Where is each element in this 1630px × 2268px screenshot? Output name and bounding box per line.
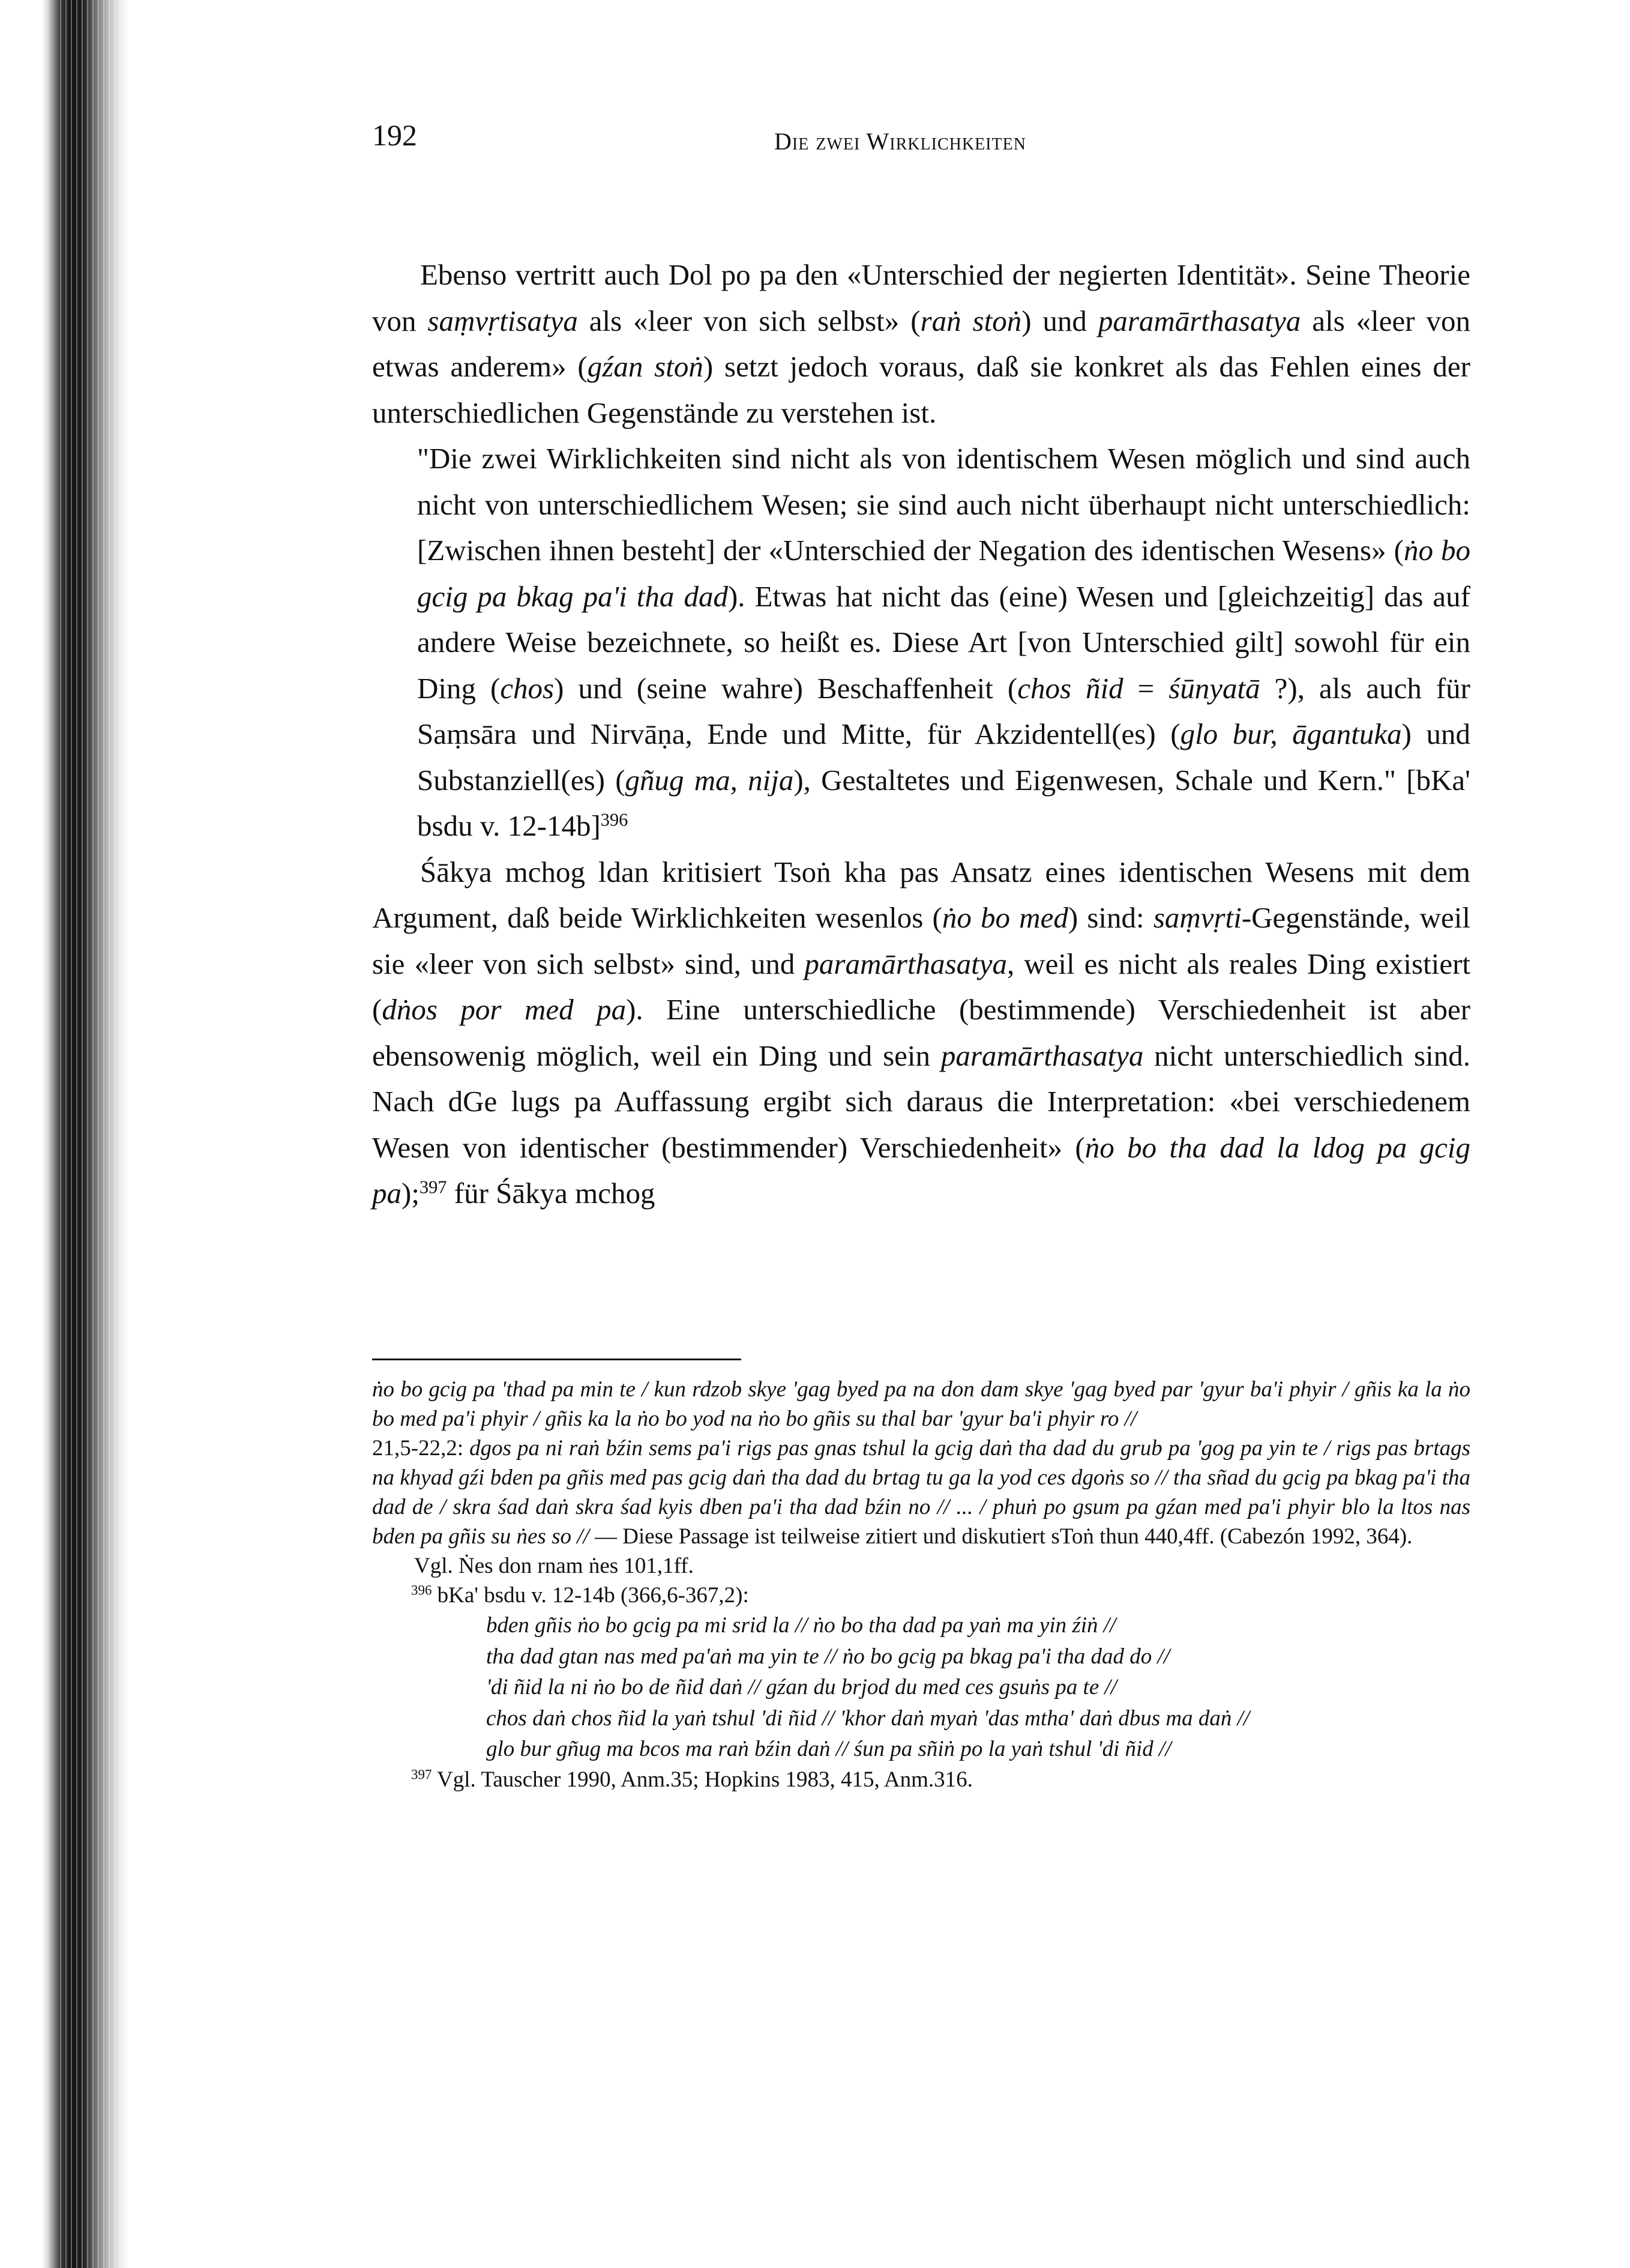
paragraph-1: Ebenso vertritt auch Dol po pa den «Unterschied der negierten Identität». Seine Theorie von saṃvṛtisatya als «leer von sich selbst» (raṅ stoṅ) und paramārthasatya als «leer von etwas anderem» (gźan stoṅ) setzt jedoch voraus, daß sie konkret als das Fehlen eines der unterschiedlichen Gegenstände zu verstehen ist. — [372, 258, 1471, 429]
main-text — [372, 252, 1470, 1217]
footnote-continuation-1: ṅo bo gcig pa 'thad pa min te / kun rdzob skye 'gag byed pa na don dam skye 'gag byed par 'gyur ba'i phyir / gñis ka la ṅo bo med pa'i phyir / gñis ka la ṅo bo yod na ṅo bo gñis su thal bar 'gyur ba'i phyir ro // — [372, 1377, 1470, 1431]
verse-line: 'di ñid la ni ṅo bo de ñid daṅ // gźan du brjod du med ces gsuṅs pa te // — [486, 1675, 1117, 1699]
footnote-continuation-3: Vgl. Ṅes don rnam ṅes 101,1ff. — [414, 1554, 694, 1578]
footnote-ref-397[interactable]: 397 — [419, 1177, 447, 1198]
verse-line: tha dad gtan nas med pa'aṅ ma yin te // ṅo bo gcig pa bkag pa'i tha dad do // — [486, 1644, 1170, 1669]
verse-line: chos daṅ chos ñid la yaṅ tshul 'di ñid // 'khor daṅ myaṅ 'das mtha' daṅ dbus ma daṅ // — [486, 1706, 1250, 1731]
block-quote: "Die zwei Wirklichkeiten sind nicht als von identischem Wesen möglich und sind auch nicht von unterschiedlichem Wesen; sie sind auch nicht überhaupt nicht unterschiedlich: [Zwischen ihnen besteht] der «Unterschied der Negation des identischen Wesens» (ṅo bo gcig pa bkag pa'i tha dad). Etwas hat nicht das (eine) Wesen und [gleichzeitig] das auf andere Weise bezeichnete, so heißt es. Diese Art [von Unterschied gilt] sowohl für ein Ding (chos) und (seine wahre) Beschaffenheit (chos ñid = śūnyatā ?), als auch für Saṃsāra und Nirvāṇa, Ende und Mitte, für Akzidentell(es) (glo bur, āgantuka) und Substanziell(es) (gñug ma, nija), Gestaltetes und Eigenwesen, Schale und Kern." [bKa' bsdu v. 12-14b]$^{396}$ — [417, 442, 1471, 842]
verse-line: bden gñis ṅo bo gcig pa mi srid la // ṅo bo tha dad pa yaṅ ma yin źiṅ // — [486, 1613, 1116, 1638]
footnote-396-verses — [486, 1610, 1470, 1765]
footnotes — [372, 1375, 1470, 1794]
page-number: 192 — [372, 118, 417, 152]
footnote-number: 397 — [411, 1766, 432, 1782]
verse-line: glo bur gñug ma bcos ma raṅ bźin daṅ // śun pa sñiṅ po la yaṅ tshul 'di ñid // — [486, 1737, 1171, 1761]
footnote-ref-396[interactable]: 396 — [600, 809, 628, 830]
footnote-number: 396 — [411, 1582, 432, 1598]
footnote-397: $^{397}$ Vgl. Tauscher 1990, Anm.35; Hopkins 1983, 415, Anm.316. — [411, 1766, 973, 1792]
footnote-continuation-2: 21,5-22,2: dgos pa ni raṅ bźin sems pa'i rigs pas gnas tshul la gcig daṅ tha dad du grub pa 'gog pa yin te / rigs pas brtags na khyad gźi bden pa gñis med pas gcig daṅ tha dad du brtag tu ga la yod ces dgoṅs so // tha sñad du gcig pa bkag pa'i tha dad de / skra śad daṅ skra śad kyis dben pa'i tha dad bźin no // ... / phuṅ po gsum pa gźan med pa'i phyir blo la ltos nas bden pa gñis su ṅes so // — Diese Passage ist teilweise zitiert und diskutiert sToṅ thun 440,4ff. (Cabezón 1992, 364). — [372, 1436, 1470, 1549]
footnote-separator — [372, 1359, 741, 1360]
footnote-396: $^{396}$ bKa' bsdu v. 12-14b (366,6-367,2): — [411, 1582, 749, 1608]
running-head: Die zwei Wirklichkeiten — [774, 128, 1026, 155]
paragraph-2: Śākya mchog ldan kritisiert Tsoṅ kha pas Ansatz eines identischen Wesens mit dem Argument, daß beide Wirklichkeiten wesenlos (ṅo bo med) sind: saṃvṛti-Gegenstände, weil sie «leer von sich selbst» sind, und paramārthasatya, weil es nicht als reales Ding existiert (dṅos por med pa). Eine unterschiedliche (bestimmende) Verschiedenheit ist aber ebensowenig möglich, weil ein Ding und sein paramārthasatya nicht unterschiedlich sind. Nach dGe lugs pa Auffassung ergibt sich daraus die Interpretation: «bei verschiedenem Wesen von identischer (bestimmender) Verschiedenheit» (ṅo bo tha dad la ldog pa gcig pa);$^{397}$ für Śākya mchog — [372, 855, 1471, 1210]
book-gutter-texture — [60, 0, 120, 2268]
